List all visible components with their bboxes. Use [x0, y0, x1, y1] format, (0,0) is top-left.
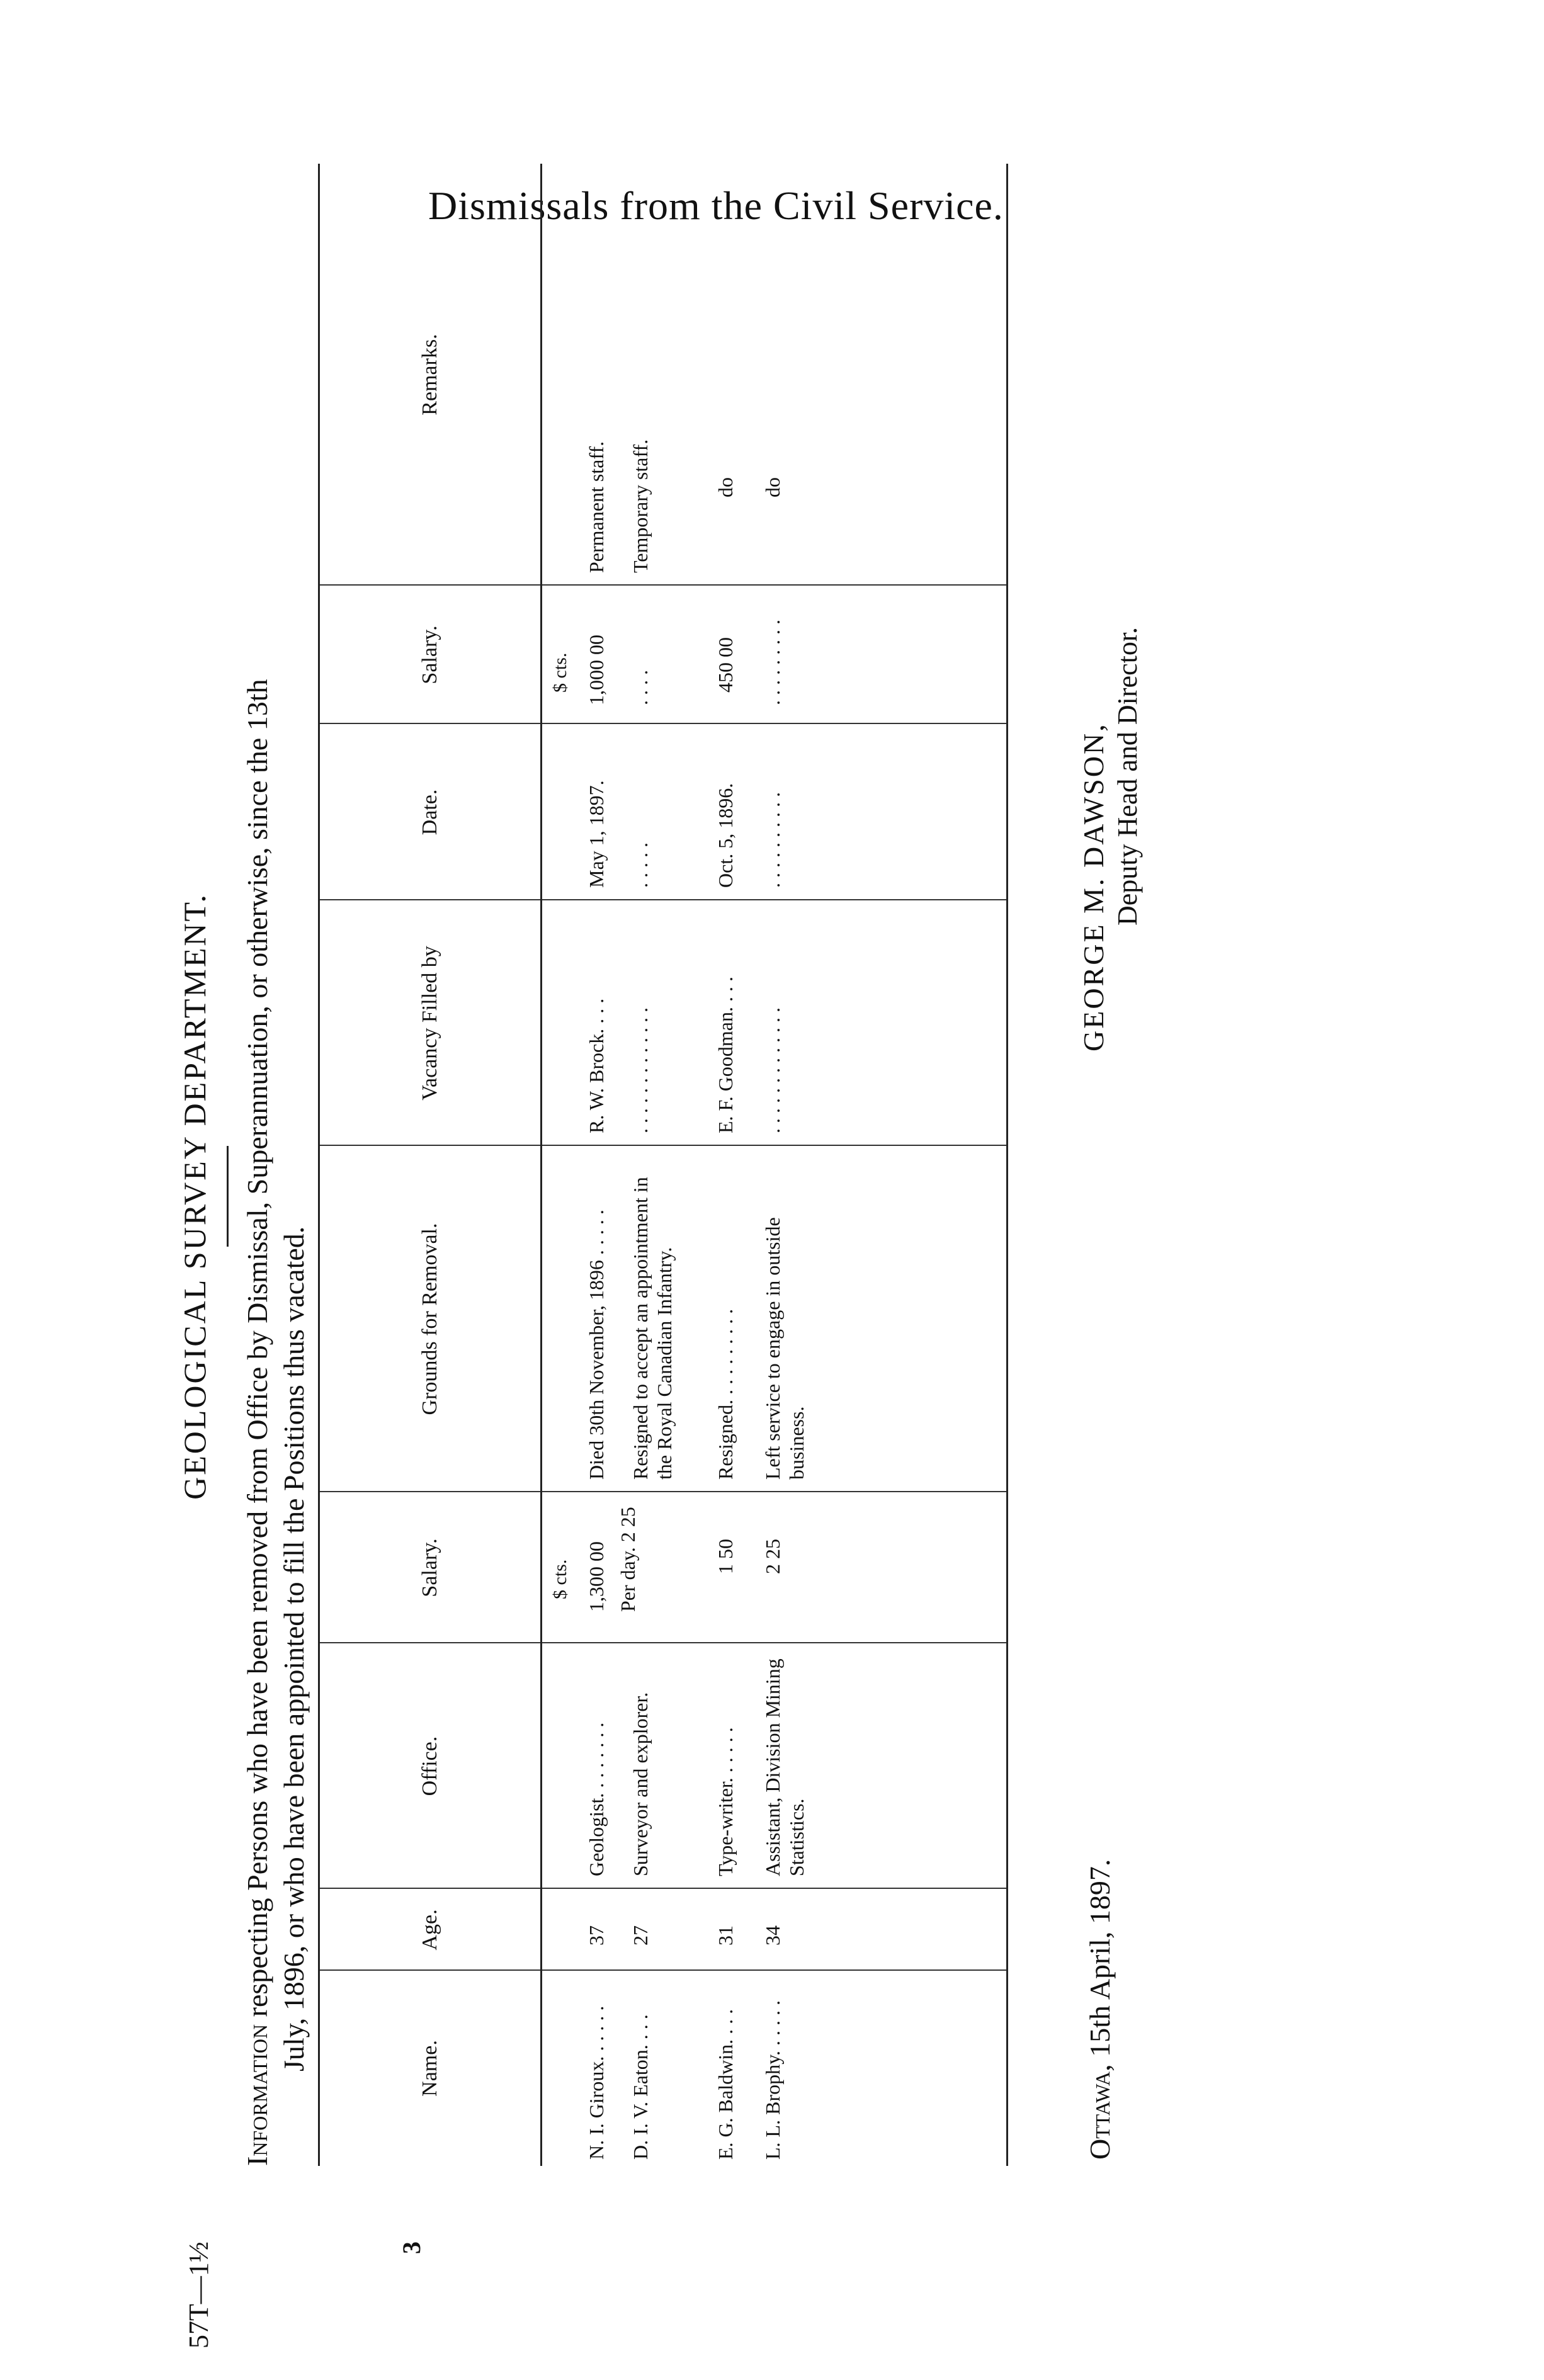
dateline-date: 15th April, 1897. — [1084, 1859, 1116, 2057]
row2-name: D. I. V. Eaton. . . . — [629, 2014, 652, 2160]
row3-age: 31 — [714, 1925, 737, 1946]
page-stamp: 57T—1½ — [183, 2241, 214, 2349]
dateline-place: Ottawa, — [1084, 2064, 1116, 2160]
row1-date: May 1, 1897. — [585, 780, 608, 888]
row4-age: 34 — [761, 1925, 784, 1946]
row4-vacancy: . . . . . . . . . . . . . — [761, 1007, 784, 1133]
dismissals-table — [318, 164, 1008, 2166]
header-name: Name. — [418, 2040, 441, 2097]
header-date: Date. — [418, 789, 441, 836]
row1-remarks: Permanent staff. — [585, 441, 608, 573]
row4-salary2: . . . . . . . . . — [761, 620, 784, 705]
row2-age: 27 — [629, 1925, 652, 1946]
row2-grounds: Resigned to accept an appointment in the Royal Canadian Infantry. — [629, 1177, 676, 1480]
row4-salary: 2 25 — [761, 1539, 784, 1574]
row3-salary: 1 50 — [714, 1539, 737, 1574]
header-salary: Salary. — [418, 1538, 441, 1597]
row4-date: . . . . . . . . . . — [761, 792, 784, 888]
row3-name: E. G. Baldwin. . . . — [714, 2009, 737, 2160]
row2-vacancy: . . . . . . . . . . . . . — [629, 1007, 652, 1133]
header-age: Age. — [418, 1909, 441, 1951]
row3-remarks: do — [714, 477, 737, 497]
row2-date: . . . . . — [629, 842, 652, 888]
header-grounds: Grounds for Removal. — [418, 1223, 441, 1415]
intro-line2: July, 1896, or who have been appointed to fill the Positions thus vacated. — [278, 1226, 310, 2071]
dateline — [1083, 1859, 1116, 2160]
row1-vacancy: R. W. Brock. . . . — [585, 998, 608, 1133]
signature-title: Deputy Head and Director. — [1112, 626, 1143, 926]
salary2-units: $ cts. — [550, 652, 570, 693]
intro-line1: respecting Persons who have been removed from Office by Dismissal, Superannuation, or otherwise, since the 13th — [241, 679, 273, 2017]
salary-units: $ cts. — [550, 1559, 570, 1599]
row3-grounds: Resigned. . . . . . . . . . — [714, 1308, 737, 1480]
row1-salary2: 1,000 00 — [585, 635, 608, 705]
row3-date: Oct. 5, 1896. — [714, 783, 737, 888]
header-salary2: Salary. — [418, 625, 441, 684]
row1-name: N. I. Giroux. . . . . . — [585, 2005, 608, 2160]
header-remarks: Remarks. — [418, 334, 441, 416]
page-number: 3 — [397, 2241, 426, 2254]
header-office: Office. — [418, 1736, 441, 1796]
row4-office: Assistant, Division Mining Statistics. — [761, 1658, 808, 1876]
row2-office: Surveyor and explorer. — [629, 1692, 652, 1876]
row1-age: 37 — [585, 1925, 608, 1946]
row4-name: L. L. Brophy. . . . . . — [761, 2000, 784, 2160]
row4-grounds: Left service to engage in outside business. — [761, 1217, 808, 1480]
row3-vacancy: E. F. Goodman. . . . — [714, 977, 737, 1133]
row2-salary: Per day. 2 25 — [616, 1507, 639, 1612]
title-rule — [227, 1146, 229, 1247]
intro-lead: Information — [241, 2024, 273, 2166]
row2-salary2: . . . . — [629, 670, 652, 705]
row4-remarks: do — [761, 477, 784, 497]
rotated-document — [176, 145, 1159, 2349]
page-header: Dismissals from the Civil Service. — [428, 183, 1004, 228]
row1-office: Geologist. . . . . . . . — [585, 1722, 608, 1876]
department-title: GEOLOGICAL SURVEY DEPARTMENT. — [177, 893, 212, 1500]
row3-salary2: 450 00 — [714, 637, 737, 693]
row1-grounds: Died 30th November, 1896 . . . . . — [585, 1210, 608, 1480]
row2-remarks: Temporary staff. — [629, 439, 652, 573]
signature-name: GEORGE M. DAWSON, — [1077, 722, 1110, 1051]
header-rule — [540, 164, 542, 2166]
row3-office: Type-writer. . . . . . — [714, 1727, 737, 1876]
intro-paragraph — [239, 227, 312, 2166]
header-vacancy: Vacancy Filled by — [418, 946, 441, 1101]
row1-salary: 1,300 00 — [585, 1541, 608, 1612]
